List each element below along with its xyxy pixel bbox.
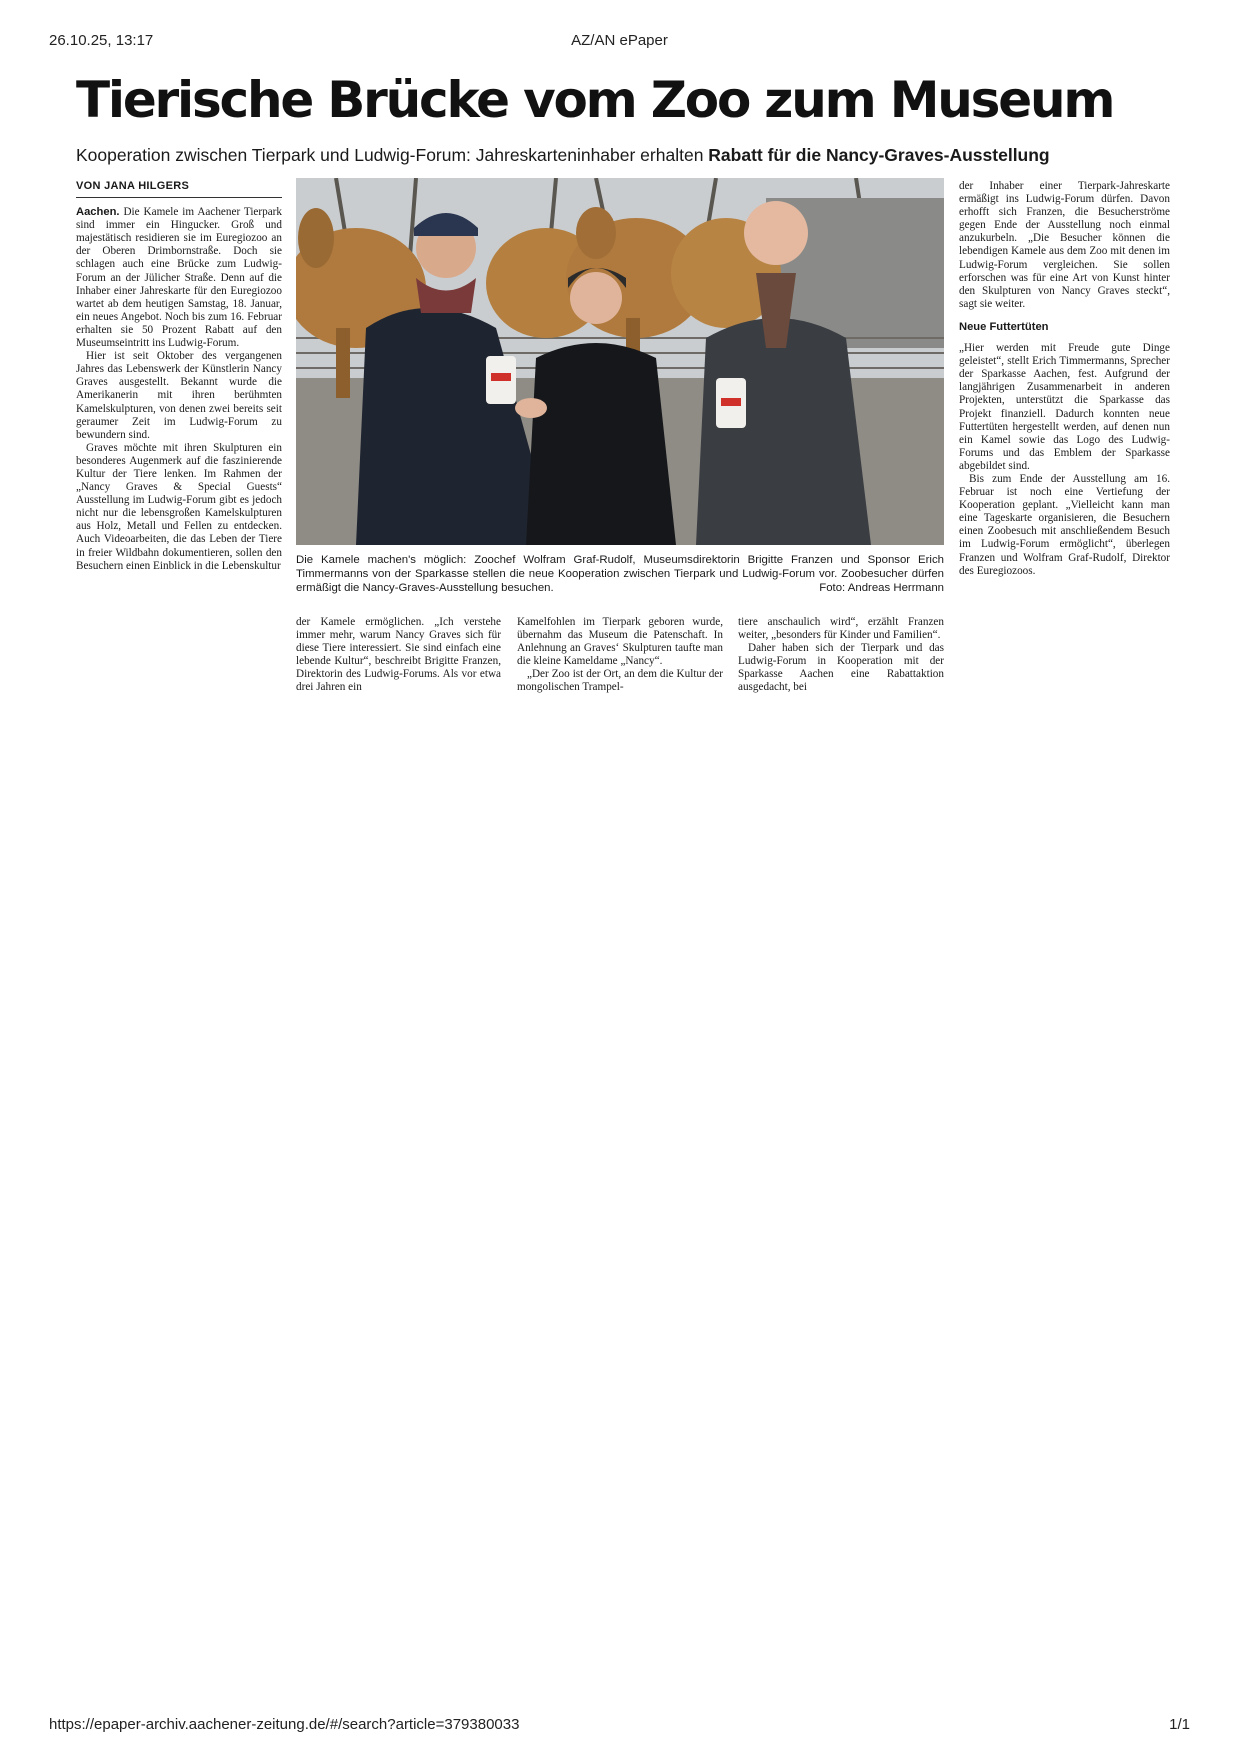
- paragraph: Kamelfohlen im Tierpark geboren wurde, übernahm das Museum die Patenschaft. In Anlehnung an Graves‘ Skulpturen taufte man die kleine Kameldame „Nancy“.: [517, 616, 723, 668]
- paragraph: Hier ist seit Oktober des vergangenen Jahres das Lebenswerk der Künstlerin Nancy Graves ausgestellt. Bekannt wurde die Amerikanerin mit ihren berühmten Kamelskulpturen, von denen zwei bereits seit geraumer Zeit im Ludwig-Forum zu bewundern sind.: [76, 350, 282, 441]
- paragraph: Daher haben sich der Tierpark und das Ludwig-Forum in Kooperation mit der Sparkasse Aachen eine Rabattaktion ausgedacht, bei: [738, 642, 944, 694]
- text-column-5: [959, 180, 1170, 578]
- paragraph: Aachen. Die Kamele im Aachener Tierpark sind immer ein Hingucker. Groß und majestätisch residieren sie im Euregiozoo an der Oberen Drimbornstraße. Doch sie schlagen auch eine Brücke zum Ludwig-Forum an der Jülicher Straße. Denn auf die Inhaber einer Jahreskarte für den Euregiozoo wartet ab dem heutigen Samstag, 18. Januar, ein neues Angebot. Noch bis zum 16. Februar erhalten sie 50 Prozent Rabatt auf den Museumseintritt ins Ludwig-Forum.: [76, 206, 283, 350]
- paragraph: Graves möchte mit ihren Skulpturen ein besonderes Augenmerk auf die faszinierende Kultur der Tiere lenken. Im Rahmen der „Nancy Graves & Special Guests“ Ausstellung im Ludwig-Forum gibt es jedoch nicht nur die lebensgroßen Kamelskulpturen aus Holz, Metall und Fellen zu entdecken. Auch Videoarbeiten, die das Leben der Tiere in freier Wildbahn dokumentieren, sollen den Besuchern einen Einblick in die Lebenskultur: [76, 441, 282, 572]
- print-header: [49, 32, 1190, 52]
- paragraph: tiere anschaulich wird“, erzählt Franzen weiter, „besonders für Kinder und Familien“.: [738, 616, 944, 642]
- photo-zoo-camels-three-people: [296, 178, 944, 545]
- page-number: 1/1: [1169, 1716, 1190, 1733]
- caption-text: Die Kamele machen's möglich: Zoochef Wolfram Graf-Rudolf, Museumsdirektorin Brigitte Franzen und Sponsor Erich Timmermanns von der Sparkasse stellen die neue Kooperation zwischen Tierpark und Ludwig-Forum vor. Zoobesucher dürfen ermäßigt die Nancy-Graves-Ausstellung besuchen.: [296, 554, 944, 594]
- paragraph: der Kamele ermöglichen. „Ich verstehe immer mehr, warum Nancy Graves sich für diese Tiere interessiert. Sie sind einfach eine lebende Kultur“, beschreibt Brigitte Franzen, Direktorin des Ludwig-Forums. Als vor etwa drei Jahren ein: [296, 616, 501, 694]
- print-title: AZ/AN ePaper: [571, 32, 668, 49]
- section-subhead: Neue Futtertüten: [959, 320, 1049, 333]
- subline-bold: Rabatt für die Nancy-Graves-Ausstellung: [708, 145, 1050, 165]
- photo-credit: Foto: Andreas Herrmann: [819, 582, 944, 594]
- byline: VON JANA HILGERS: [76, 180, 282, 198]
- print-footer: [49, 1716, 1190, 1736]
- article-headline: Tierische Brücke vom Zoo zum Museum: [76, 71, 1114, 129]
- text-column-2: [296, 616, 501, 695]
- paragraph: Bis zum Ende der Ausstellung am 16. Februar ist noch eine Vertiefung der Kooperation geplant. „Vielleicht kann man eine Tageskarte organisieren, die Besuchern einen Zoobesuch mit anschließendem Besuch im Ludwig-Forum ermöglicht“, überlegen Franzen und Wolfram Graf-Rudolf, Direktor des Euregiozoos.: [959, 472, 1170, 577]
- article-photo: [296, 178, 944, 545]
- paragraph: „Hier werden mit Freude gute Dinge geleistet“, stellt Erich Timmermanns, Sprecher der Sparkasse Aachen, fest. Aufgrund der langjährigen Zusammenarbeit in anderen Projekten, unterstützt die Sparkasse das Projekt finanziell. Dadurch konnten neue Futtertüten hergestellt werden, auf denen nun ein Kamel sowie das Logo des Ludwig-Forums und das Emblem der Sparkasse abgebildet sind.: [959, 342, 1170, 472]
- print-datetime: 26.10.25, 13:17: [49, 32, 154, 49]
- subline-regular: Kooperation zwischen Tierpark und Ludwig-Forum: Jahreskarteninhaber erhalten: [76, 145, 709, 165]
- photo-caption: [296, 553, 944, 595]
- dateline-place: Aachen.: [76, 206, 120, 219]
- newspaper-article: [76, 66, 1170, 726]
- paragraph: „Der Zoo ist der Ort, an dem die Kultur der mongolischen Trampel-: [517, 668, 723, 694]
- text-column-3: [517, 616, 723, 695]
- article-url: https://epaper-archiv.aachener-zeitung.de/#/search?article=379380033: [49, 1716, 520, 1733]
- text-column-4: [738, 616, 944, 695]
- paragraph: der Inhaber einer Tierpark-Jahreskarte ermäßigt ins Ludwig-Forum dürfen. Davon erhofft sich Franzen, die Besucherströme gegen Ende der Ausstellung noch einmal anzukurbeln. „Die Besucher können die lebendigen Kamele aus dem Zoo mit denen im Ludwig-Forum vergleichen. Sie sollen erforschen was für eine Art von Kunst hinter den Skulpturen von Nancy Graves steckt“, sagt sie weiter.: [959, 180, 1170, 310]
- text-column-1: [76, 180, 282, 573]
- article-subline: [76, 144, 1170, 166]
